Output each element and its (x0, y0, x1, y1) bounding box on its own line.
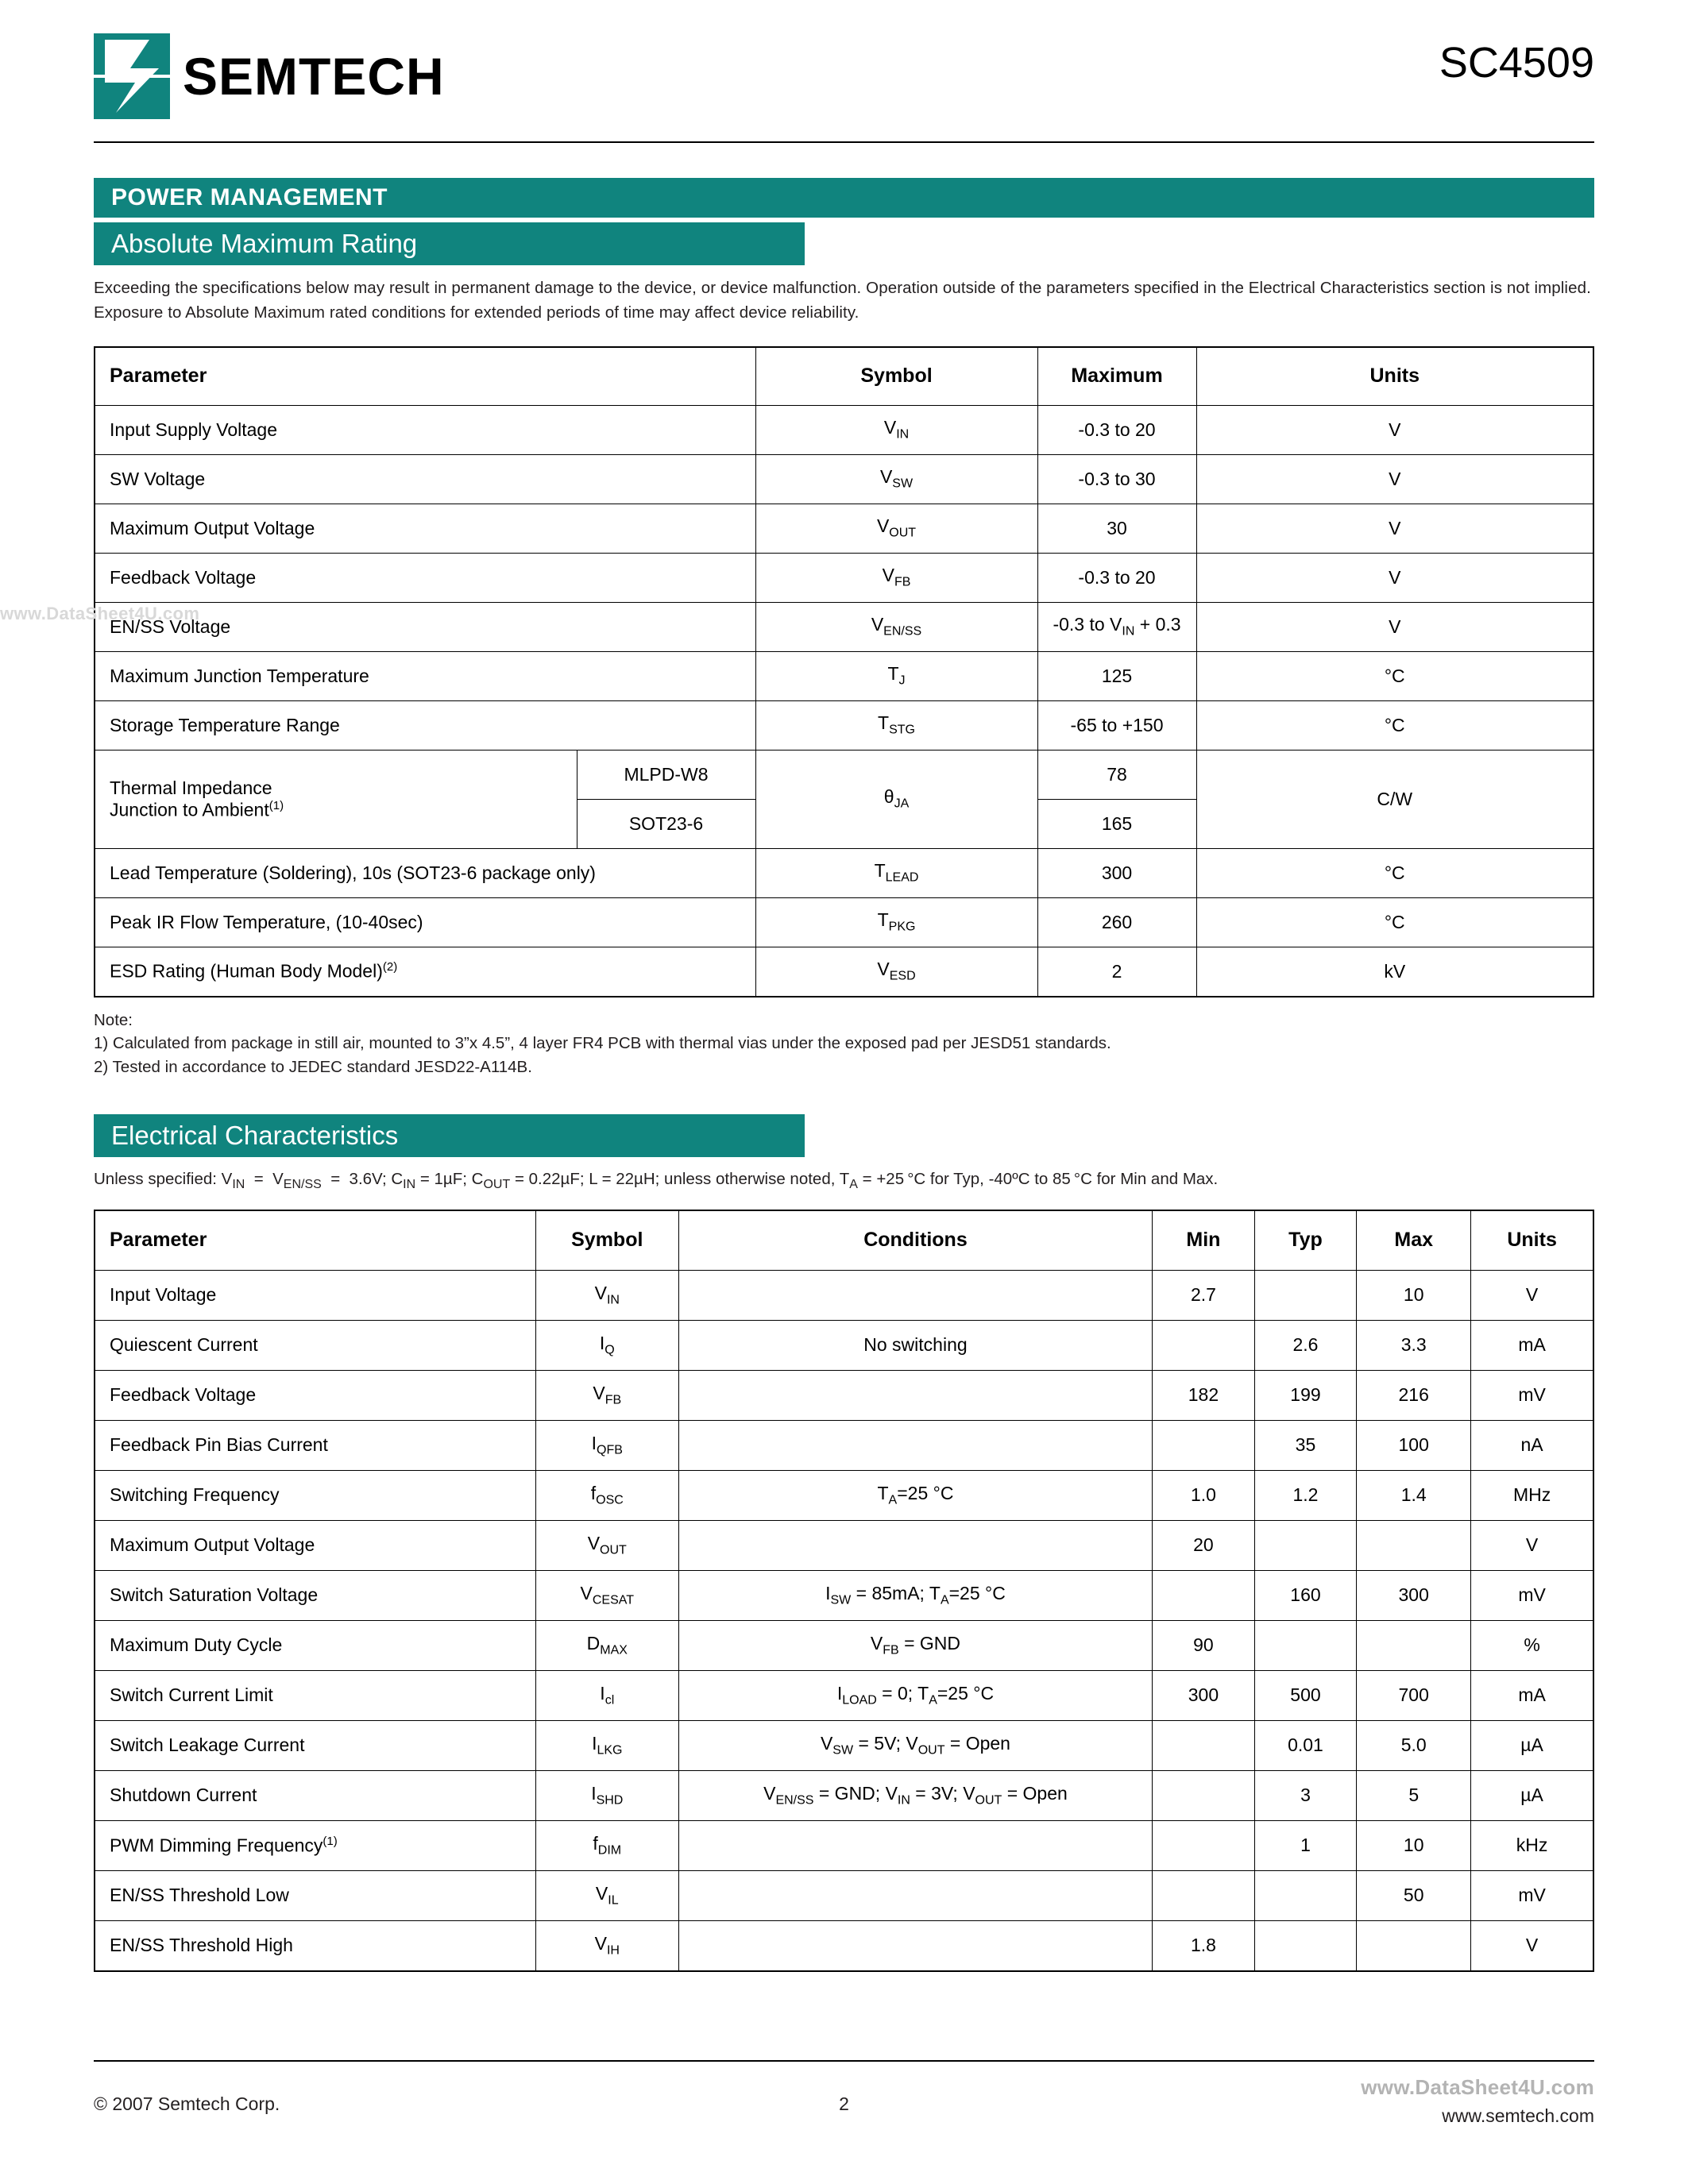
semtech-wordmark: SEMTECH (183, 47, 445, 106)
ec-parameter: EN/SS Threshold High (95, 1920, 535, 1971)
amr-units: V (1196, 504, 1593, 553)
semtech-logo-mark-icon (94, 33, 170, 119)
amr-maximum: -0.3 to 20 (1037, 553, 1196, 602)
table-row (95, 1270, 1593, 1320)
ec-conditions: $T_A=25$ °C (678, 1470, 1152, 1520)
amr-parameter: EN/SS Voltage (95, 602, 755, 651)
amr-units: °C (1196, 897, 1593, 947)
ec-conditions (678, 1820, 1152, 1870)
ec-symbol: $D_{MAX}$ (535, 1620, 678, 1670)
ec-typ: 2.6 (1254, 1320, 1357, 1370)
ec-typ (1254, 1270, 1357, 1320)
ec-symbol: $V_{OUT}$ (535, 1520, 678, 1570)
ec-max: 300 (1357, 1570, 1471, 1620)
ec-max: 10 (1357, 1820, 1471, 1870)
ec-symbol: $V_{IN}$ (535, 1270, 678, 1320)
table-row (95, 1720, 1593, 1770)
amr-header-maximum: Maximum (1037, 347, 1196, 406)
amr-units: kV (1196, 947, 1593, 997)
power-management-banner: POWER MANAGEMENT (94, 178, 1594, 218)
amr-symbol: $V_{OUT}$ (755, 504, 1037, 553)
amr-parameter: Lead Temperature (Soldering), 10s (SOT23-6 package only) (95, 848, 755, 897)
ec-symbol: $V_{CESAT}$ (535, 1570, 678, 1620)
ec-max: 50 (1357, 1870, 1471, 1920)
amr-units: °C (1196, 700, 1593, 750)
ec-typ: 1 (1254, 1820, 1357, 1870)
amr-maximum: -0.3 to 20 (1037, 405, 1196, 454)
ec-conditions: $V_{SW} = 5V$; $V_{OUT}$ = Open (678, 1720, 1152, 1770)
ec-units: µA (1471, 1720, 1593, 1770)
table-row (95, 1570, 1593, 1620)
ec-header-units: Units (1471, 1210, 1593, 1271)
ec-conditions: $I_{LOAD} = 0$; $T_A=25$ °C (678, 1670, 1152, 1720)
table-row (95, 947, 1593, 997)
page-footer (94, 2060, 1594, 2136)
ec-min: 20 (1153, 1520, 1255, 1570)
ec-min (1153, 1720, 1255, 1770)
table-header-row (95, 1210, 1593, 1271)
amr-package-a: MLPD-W8 (577, 750, 755, 799)
ec-units: mV (1471, 1570, 1593, 1620)
table-row (95, 1370, 1593, 1420)
ec-symbol: $f_{OSC}$ (535, 1470, 678, 1520)
amr-package-b: SOT23-6 (577, 799, 755, 848)
table-row (95, 553, 1593, 602)
ec-min (1153, 1870, 1255, 1920)
amr-parameter: Input Supply Voltage (95, 405, 755, 454)
amr-maximum: -0.3 to $V_{IN} + 0.3$ (1037, 602, 1196, 651)
ec-conditions (678, 1920, 1152, 1971)
amr-units: V (1196, 405, 1593, 454)
amr-parameter: Feedback Voltage (95, 553, 755, 602)
ec-max: 5.0 (1357, 1720, 1471, 1770)
table-header-row (95, 347, 1593, 406)
ec-header-conditions: Conditions (678, 1210, 1152, 1271)
note-item-1: 1) Calculated from package in still air, mounted to 3”x 4.5”, 4 layer FR4 PCB with thermal vias under the exposed pad per JESD51 standards. (94, 1034, 1111, 1053)
watermark-left: www.DataSheet4U.com (0, 604, 200, 623)
amr-symbol: $T_J$ (755, 651, 1037, 700)
ec-conditions (678, 1870, 1152, 1920)
table-row (95, 405, 1593, 454)
ec-header-min: Min (1153, 1210, 1255, 1271)
ec-units: nA (1471, 1420, 1593, 1470)
ec-min (1153, 1570, 1255, 1620)
amr-parameter-thermal: Thermal Impedance Junction to Ambient$^{(1)}$ (95, 750, 577, 848)
table-row (95, 1770, 1593, 1820)
table-row (95, 602, 1593, 651)
ec-typ (1254, 1870, 1357, 1920)
amr-symbol: $V_{FB}$ (755, 553, 1037, 602)
amr-maximum-a: 78 (1037, 750, 1196, 799)
ec-conditions (678, 1520, 1152, 1570)
ec-units: mV (1471, 1870, 1593, 1920)
table-row (95, 504, 1593, 553)
ec-max (1357, 1520, 1471, 1570)
table-row (95, 1620, 1593, 1670)
ec-typ (1254, 1520, 1357, 1570)
ec-parameter: Switch Current Limit (95, 1670, 535, 1720)
ec-header-symbol: Symbol (535, 1210, 678, 1271)
ec-parameter: Feedback Pin Bias Current (95, 1420, 535, 1470)
amr-intro-text: Exceeding the specifications below may result in permanent damage to the device, or device malfunction. Operation outside of the parameters specified in the Electrical Characteristics section is not implied. Exposure to Absolute Maximum rated conditions for extended periods of time may affect device reliability. (94, 279, 1591, 322)
ec-parameter: Maximum Output Voltage (95, 1520, 535, 1570)
ec-conditions-text: Unless specified: $V_{IN} = V_{EN/SS} = 3.6V$; $C_{IN} = 1\mu F$; $C_{OUT} = 0.22\mu F$; L = 22µH; unless otherwise noted, $T_A = +25$ °C for Typ, -40ºC to 85 °C for Min and Max. (94, 1169, 1219, 1191)
amr-symbol: $T_{STG}$ (755, 700, 1037, 750)
amr-units: V (1196, 454, 1593, 504)
amr-parameter: Maximum Output Voltage (95, 504, 755, 553)
table-row (95, 1920, 1593, 1971)
ec-typ (1254, 1620, 1357, 1670)
ec-min: 1.8 (1153, 1920, 1255, 1971)
page-header (94, 0, 1594, 151)
ec-units: V (1471, 1270, 1593, 1320)
amr-units: °C (1196, 848, 1593, 897)
amr-maximum: 2 (1037, 947, 1196, 997)
amr-parameter: ESD Rating (Human Body Model)$^{(2)}$ (95, 947, 755, 997)
copyright-text: © 2007 Semtech Corp. (94, 2093, 280, 2114)
ec-max: 5 (1357, 1770, 1471, 1820)
ec-typ (1254, 1920, 1357, 1971)
ec-symbol: $I_Q$ (535, 1320, 678, 1370)
table-row (95, 1420, 1593, 1470)
ec-min (1153, 1320, 1255, 1370)
amr-units: °C (1196, 651, 1593, 700)
ec-parameter: Feedback Voltage (95, 1370, 535, 1420)
ec-parameter: Shutdown Current (95, 1770, 535, 1820)
ec-units: kHz (1471, 1820, 1593, 1870)
amr-units: V (1196, 553, 1593, 602)
ec-max: 100 (1357, 1420, 1471, 1470)
ec-units: V (1471, 1920, 1593, 1971)
ec-symbol: $V_{FB}$ (535, 1370, 678, 1420)
electrical-characteristics-section (94, 1114, 1594, 1972)
table-row (95, 651, 1593, 700)
amr-symbol-thermal: $\theta_{JA}$ (755, 750, 1037, 848)
ec-parameter: Quiescent Current (95, 1320, 535, 1370)
note-item-2: 2) Tested in accordance to JEDEC standard JESD22-A114B. (94, 1057, 532, 1076)
ec-units: V (1471, 1520, 1593, 1570)
ec-max (1357, 1920, 1471, 1971)
part-number: SC4509 (1439, 39, 1594, 87)
ec-min (1153, 1820, 1255, 1870)
table-row (95, 1470, 1593, 1520)
ec-symbol: $I_{cl}$ (535, 1670, 678, 1720)
ec-parameter: Switch Saturation Voltage (95, 1570, 535, 1620)
amr-symbol: $V_{SW}$ (755, 454, 1037, 504)
table-row (95, 897, 1593, 947)
ec-parameter: Maximum Duty Cycle (95, 1620, 535, 1670)
ec-parameter: Input Voltage (95, 1270, 535, 1320)
semtech-logo (94, 33, 445, 119)
electrical-characteristics-table (94, 1210, 1594, 1972)
ec-header-max: Max (1357, 1210, 1471, 1271)
amr-symbol: $T_{PKG}$ (755, 897, 1037, 947)
table-row (95, 700, 1593, 750)
notes-title: Note: (94, 1010, 133, 1029)
amr-maximum: -65 to +150 (1037, 700, 1196, 750)
ec-max: 3.3 (1357, 1320, 1471, 1370)
absolute-maximum-rating-table (94, 346, 1594, 997)
amr-maximum-b: 165 (1037, 799, 1196, 848)
ec-parameter: EN/SS Threshold Low (95, 1870, 535, 1920)
ec-min (1153, 1770, 1255, 1820)
ec-min: 2.7 (1153, 1270, 1255, 1320)
ec-max: 700 (1357, 1670, 1471, 1720)
amr-symbol: $V_{ESD}$ (755, 947, 1037, 997)
ec-units: MHz (1471, 1470, 1593, 1520)
amr-maximum: 125 (1037, 651, 1196, 700)
ec-typ: 35 (1254, 1420, 1357, 1470)
amr-parameter: SW Voltage (95, 454, 755, 504)
table-row (95, 1820, 1593, 1870)
ec-symbol: $I_{QFB}$ (535, 1420, 678, 1470)
table-row (95, 1320, 1593, 1370)
ec-conditions (678, 1420, 1152, 1470)
ec-symbol: $f_{DIM}$ (535, 1820, 678, 1870)
ec-min: 300 (1153, 1670, 1255, 1720)
ec-parameter: Switching Frequency (95, 1470, 535, 1520)
amr-parameter: Maximum Junction Temperature (95, 651, 755, 700)
ec-units: mV (1471, 1370, 1593, 1420)
amr-maximum: 30 (1037, 504, 1196, 553)
ec-typ: 1.2 (1254, 1470, 1357, 1520)
ec-min: 1.0 (1153, 1470, 1255, 1520)
ec-conditions (678, 1370, 1152, 1420)
notes-block (94, 1009, 1594, 1079)
ec-conditions: $I_{SW} = 85mA$; $T_A=25$ °C (678, 1570, 1152, 1620)
ec-units: µA (1471, 1770, 1593, 1820)
amr-parameter: Peak IR Flow Temperature, (10-40sec) (95, 897, 755, 947)
ec-units: mA (1471, 1670, 1593, 1720)
ec-typ: 199 (1254, 1370, 1357, 1420)
amr-header-symbol: Symbol (755, 347, 1037, 406)
footer-links (1361, 2073, 1594, 2129)
ec-parameter: PWM Dimming Frequency$^{(1)}$ (95, 1820, 535, 1870)
table-row-thermal-a (95, 750, 1593, 799)
amr-maximum: 260 (1037, 897, 1196, 947)
ec-typ: 500 (1254, 1670, 1357, 1720)
table-row (95, 1870, 1593, 1920)
ec-conditions: $V_{FB}$ = GND (678, 1620, 1152, 1670)
amr-units: V (1196, 602, 1593, 651)
ec-typ: 3 (1254, 1770, 1357, 1820)
ec-symbol: $V_{IH}$ (535, 1920, 678, 1971)
ec-header-parameter: Parameter (95, 1210, 535, 1271)
amr-parameter: Storage Temperature Range (95, 700, 755, 750)
ec-header-typ: Typ (1254, 1210, 1357, 1271)
page-number: 2 (839, 2093, 849, 2114)
ec-symbol: $I_{SHD}$ (535, 1770, 678, 1820)
ec-max: 10 (1357, 1270, 1471, 1320)
footer-divider (94, 2060, 1594, 2062)
amr-header-units: Units (1196, 347, 1593, 406)
amr-maximum: 300 (1037, 848, 1196, 897)
ec-symbol: $I_{LKG}$ (535, 1720, 678, 1770)
ec-conditions: $V_{EN/SS}$ = GND; $V_{IN} = 3V$; $V_{OUT}$ = Open (678, 1770, 1152, 1820)
amr-symbol: $T_{LEAD}$ (755, 848, 1037, 897)
ec-parameter: Switch Leakage Current (95, 1720, 535, 1770)
ec-min: 182 (1153, 1370, 1255, 1420)
ec-typ: 160 (1254, 1570, 1357, 1620)
ec-max (1357, 1620, 1471, 1670)
ec-typ: 0.01 (1254, 1720, 1357, 1770)
ec-min: 90 (1153, 1620, 1255, 1670)
table-row (95, 1520, 1593, 1570)
ec-units: % (1471, 1620, 1593, 1670)
table-row (95, 454, 1593, 504)
ec-conditions (678, 1270, 1152, 1320)
ec-units: mA (1471, 1320, 1593, 1370)
table-row (95, 848, 1593, 897)
ec-min (1153, 1420, 1255, 1470)
header-divider (94, 141, 1594, 143)
ec-conditions: No switching (678, 1320, 1152, 1370)
amr-units-thermal: C/W (1196, 750, 1593, 848)
semtech-website[interactable]: www.semtech.com (1442, 2105, 1594, 2126)
absolute-maximum-rating-heading: Absolute Maximum Rating (94, 222, 805, 265)
amr-symbol: $V_{IN}$ (755, 405, 1037, 454)
watermark-footer: www.DataSheet4U.com (1361, 2075, 1594, 2099)
ec-max: 216 (1357, 1370, 1471, 1420)
ec-symbol: $V_{IL}$ (535, 1870, 678, 1920)
amr-symbol: $V_{EN/SS}$ (755, 602, 1037, 651)
table-row (95, 1670, 1593, 1720)
amr-header-parameter: Parameter (95, 347, 755, 406)
ec-max: 1.4 (1357, 1470, 1471, 1520)
amr-maximum: -0.3 to 30 (1037, 454, 1196, 504)
electrical-characteristics-heading: Electrical Characteristics (94, 1114, 805, 1157)
